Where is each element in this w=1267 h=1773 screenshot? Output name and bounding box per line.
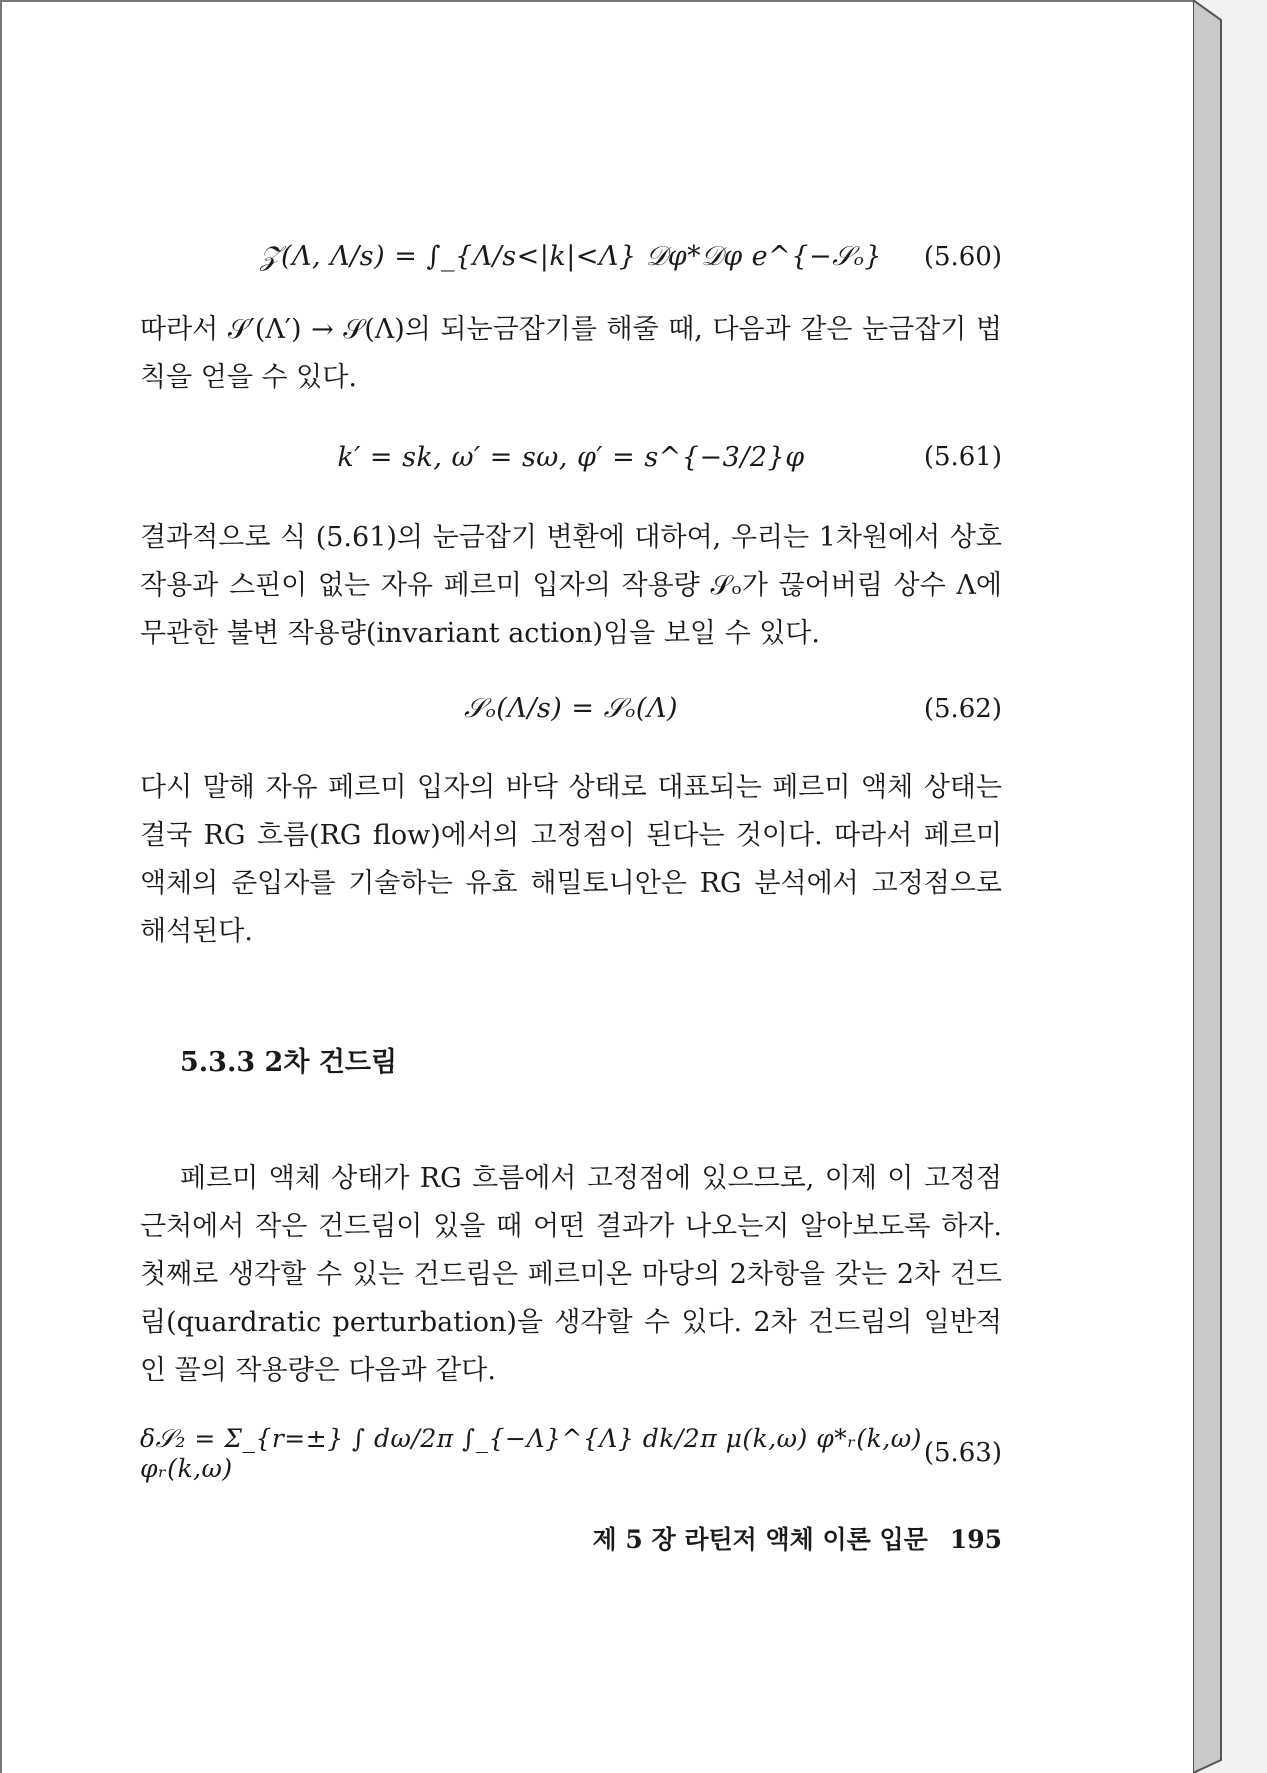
paragraph-3: 다시 말해 자유 페르미 입자의 바닥 상태로 대표되는 페르미 액체 상태는 결국 RG 흐름(RG flow)에서의 고정점이 된다는 것이다. 따라서 페르미 액체의 준입자를 기술하는 유효 해밀토니안은 RG 분석에서 고정점으로 해석된다. — [140, 772, 1002, 947]
footer-chapter: 제 5 장 라틴저 액체 이론 입문 — [592, 1525, 928, 1554]
page-footer — [140, 1520, 1002, 1556]
equation-5-63-number: (5.63) — [923, 1438, 1002, 1468]
paragraph-1: 따라서 𝒮′(Λ′) → 𝒮(Λ)의 되눈금잡기를 해줄 때, 다음과 같은 눈금잡기 법칙을 얻을 수 있다. — [140, 314, 1002, 393]
paragraph-4: 페르미 액체 상태가 RG 흐름에서 고정점에 있으므로, 이제 이 고정점 근처에서 작은 건드림이 있을 때 어떤 결과가 나오는지 알아보도록 하자. 첫째로 생각할 수 있는 건드림은 페르미온 마당의 2차항을 갖는 2차 건드림(quardratic perturbation)을 생각할 수 있다. 2차 건드림의 일반적인 꼴의 작용량은 다음과 같다. — [140, 1163, 1002, 1386]
equation-5-62 — [140, 674, 1002, 744]
equation-5-60 — [140, 222, 1002, 292]
page-number: 195 — [949, 1525, 1002, 1554]
equation-5-62-number: (5.62) — [923, 694, 1002, 724]
equation-5-61-formula: k′ = sk, ω′ = sω, φ′ = s^{−3/2}φ — [337, 441, 805, 473]
equation-5-62-formula: 𝒮ₒ(Λ/s) = 𝒮ₒ(Λ) — [464, 693, 678, 724]
equation-5-60-formula: 𝒵(Λ, Λ/s) = ∫_{Λ/s<|k|<Λ} 𝒟φ*𝒟φ e^{−𝒮ₒ} — [259, 241, 883, 272]
page-content — [140, 222, 1002, 1493]
section-heading: 5.3.3 2차 건드림 — [180, 1047, 398, 1078]
equation-5-63 — [140, 1413, 1002, 1493]
page-stack-edge — [1193, 0, 1267, 1773]
equation-5-61-number: (5.61) — [923, 442, 1002, 472]
equation-5-61 — [140, 422, 1002, 492]
page-stack-edge-graphic — [1193, 0, 1267, 1773]
paragraph-2: 결과적으로 식 (5.61)의 눈금잡기 변환에 대하여, 우리는 1차원에서 상호작용과 스핀이 없는 자유 페르미 입자의 작용량 𝒮ₒ가 끊어버림 상수 Λ에 무관한 불변 작용량(invariant action)임을 보일 수 있다. — [140, 522, 1002, 649]
equation-5-60-number: (5.60) — [923, 242, 1002, 272]
equation-5-63-formula: δ𝒮₂ = Σ_{r=±} ∫ dω/2π ∫_{−Λ}^{Λ} dk/2π μ(k,ω) φ*ᵣ(k,ω) φᵣ(k,ω) — [140, 1423, 922, 1483]
